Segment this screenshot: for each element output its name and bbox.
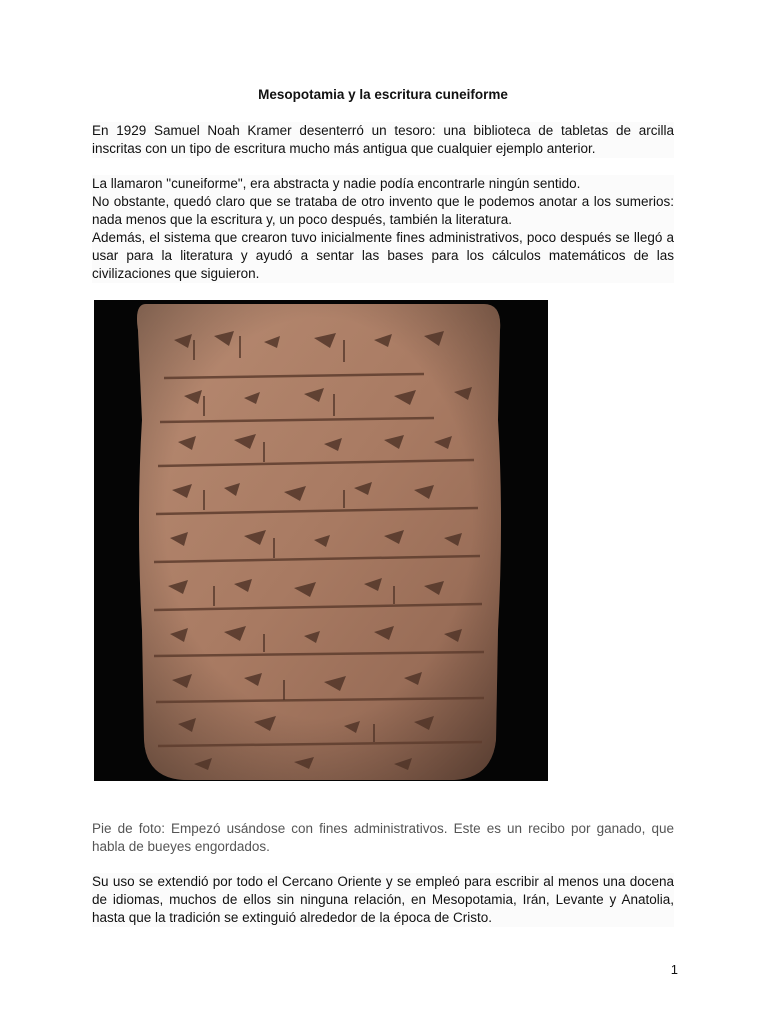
paragraph-line-2: No obstante, quedó claro que se trataba de otro invento que le podemos anotar a los sumerios: nada menos que la escritura y, un poco después, también la literatura.: [92, 194, 674, 227]
page-title: Mesopotamia y la escritura cuneiforme: [258, 87, 508, 102]
photo-caption: Pie de foto: Empezó usándose con fines administrativos. Este es un recibo por ganado, que habla de bueyes engordados.: [92, 821, 674, 854]
tablet-photo-icon: [94, 300, 548, 781]
cuneiform-tablet-image: [94, 300, 548, 781]
page-number: 1: [670, 962, 678, 977]
paragraph-cuneiform: [92, 175, 674, 283]
paragraph-line-1: La llamaron "cuneiforme", era abstracta y nadie podía encontrarle ningún sentido.: [92, 176, 581, 191]
paragraph-spread: Su uso se extendió por todo el Cercano Oriente y se empleó para escribir al menos una docena de idiomas, muchos de ellos sin ninguna relación, en Mesopotamia, Irán, Levante y Anatolia, hasta que la tradición se extinguió alrededor de la época de Cristo.: [92, 874, 674, 925]
paragraph-intro: En 1929 Samuel Noah Kramer desenterró un tesoro: una biblioteca de tabletas de arcilla inscritas con un tipo de escritura mucho más antigua que cualquier ejemplo anterior.: [92, 123, 674, 156]
paragraph-line-3: Además, el sistema que crearon tuvo inicialmente fines administrativos, poco después se llegó a usar para la literatura y ayudó a sentar las bases para los cálculos matemáticos de las civilizaciones que siguieron.: [92, 230, 674, 281]
